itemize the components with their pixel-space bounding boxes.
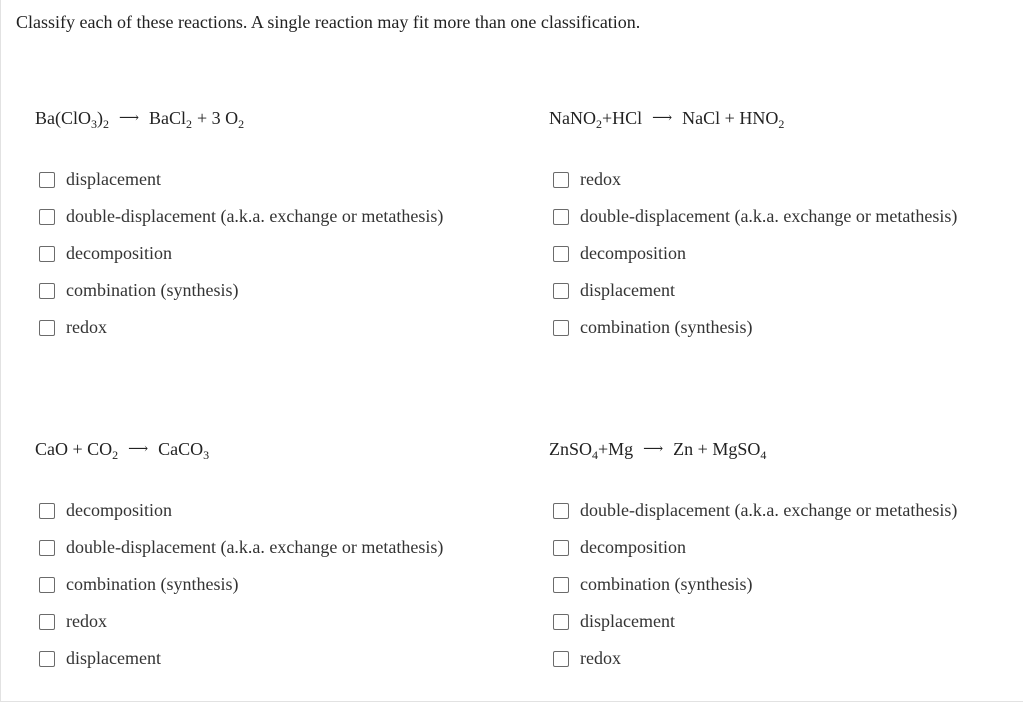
reaction-3-options <box>39 492 443 677</box>
checkbox[interactable] <box>39 503 55 519</box>
checkbox[interactable] <box>39 209 55 225</box>
reaction-1-option-3[interactable]: decomposition <box>39 235 443 272</box>
checkbox[interactable] <box>39 577 55 593</box>
checkbox[interactable] <box>553 209 569 225</box>
reaction-4-option-2[interactable]: decomposition <box>553 529 957 566</box>
reaction-arrow-icon: ⟶ <box>652 111 673 126</box>
checkbox[interactable] <box>553 172 569 188</box>
checkbox[interactable] <box>39 614 55 630</box>
reaction-1-option-1[interactable]: displacement <box>39 161 443 198</box>
reaction-1-equation: Ba(ClO $_3$ ) $_2$ ⟶ BaCl $_2$ + 3 O $_2$ <box>35 108 245 131</box>
checkbox[interactable] <box>39 651 55 667</box>
reaction-1-options <box>39 161 443 346</box>
checkbox[interactable] <box>39 172 55 188</box>
checkbox[interactable] <box>553 577 569 593</box>
instructions-text: Classify each of these reactions. A single reaction may fit more than one classification. <box>16 12 641 32</box>
reaction-3-equation: CaO + CO $_2$ ⟶ CaCO $_3$ <box>35 439 210 462</box>
reaction-3-option-1[interactable]: decomposition <box>39 492 443 529</box>
reaction-1-option-2[interactable]: double-displacement (a.k.a. exchange or metathesis) <box>39 198 443 235</box>
reaction-3-option-3[interactable]: combination (synthesis) <box>39 566 443 603</box>
checkbox[interactable] <box>39 246 55 262</box>
reaction-1-option-4[interactable]: combination (synthesis) <box>39 272 443 309</box>
reaction-2-options <box>553 161 957 346</box>
reaction-4-option-3[interactable]: combination (synthesis) <box>553 566 957 603</box>
reaction-2-option-3[interactable]: decomposition <box>553 235 957 272</box>
checkbox[interactable] <box>553 320 569 336</box>
checkbox[interactable] <box>553 614 569 630</box>
checkbox[interactable] <box>553 503 569 519</box>
reaction-3-option-5[interactable]: displacement <box>39 640 443 677</box>
reaction-2-option-4[interactable]: displacement <box>553 272 957 309</box>
reaction-2-option-1[interactable]: redox <box>553 161 957 198</box>
checkbox[interactable] <box>553 651 569 667</box>
checkbox[interactable] <box>553 283 569 299</box>
reaction-4-options <box>553 492 957 677</box>
reaction-arrow-icon: ⟶ <box>118 111 140 126</box>
checkbox[interactable] <box>39 283 55 299</box>
reaction-arrow-icon: ⟶ <box>643 442 664 457</box>
checkbox[interactable] <box>553 246 569 262</box>
reaction-4-option-4[interactable]: displacement <box>553 603 957 640</box>
reaction-arrow-icon: ⟶ <box>128 442 149 457</box>
reaction-2-option-5[interactable]: combination (synthesis) <box>553 309 957 346</box>
reaction-2-equation: NaNO $_2$ +HCl ⟶ NaCl + HNO $_2$ <box>549 108 785 131</box>
reaction-1-option-5[interactable]: redox <box>39 309 443 346</box>
reaction-4-option-1[interactable]: double-displacement (a.k.a. exchange or metathesis) <box>553 492 957 529</box>
reaction-3-option-4[interactable]: redox <box>39 603 443 640</box>
checkbox[interactable] <box>39 540 55 556</box>
reaction-4-equation: ZnSO $_4$ +Mg ⟶ Zn + MgSO $_4$ <box>549 439 767 462</box>
reaction-4-option-5[interactable]: redox <box>553 640 957 677</box>
checkbox[interactable] <box>39 320 55 336</box>
reaction-2-option-2[interactable]: double-displacement (a.k.a. exchange or metathesis) <box>553 198 957 235</box>
reaction-3-option-2[interactable]: double-displacement (a.k.a. exchange or metathesis) <box>39 529 443 566</box>
checkbox[interactable] <box>553 540 569 556</box>
